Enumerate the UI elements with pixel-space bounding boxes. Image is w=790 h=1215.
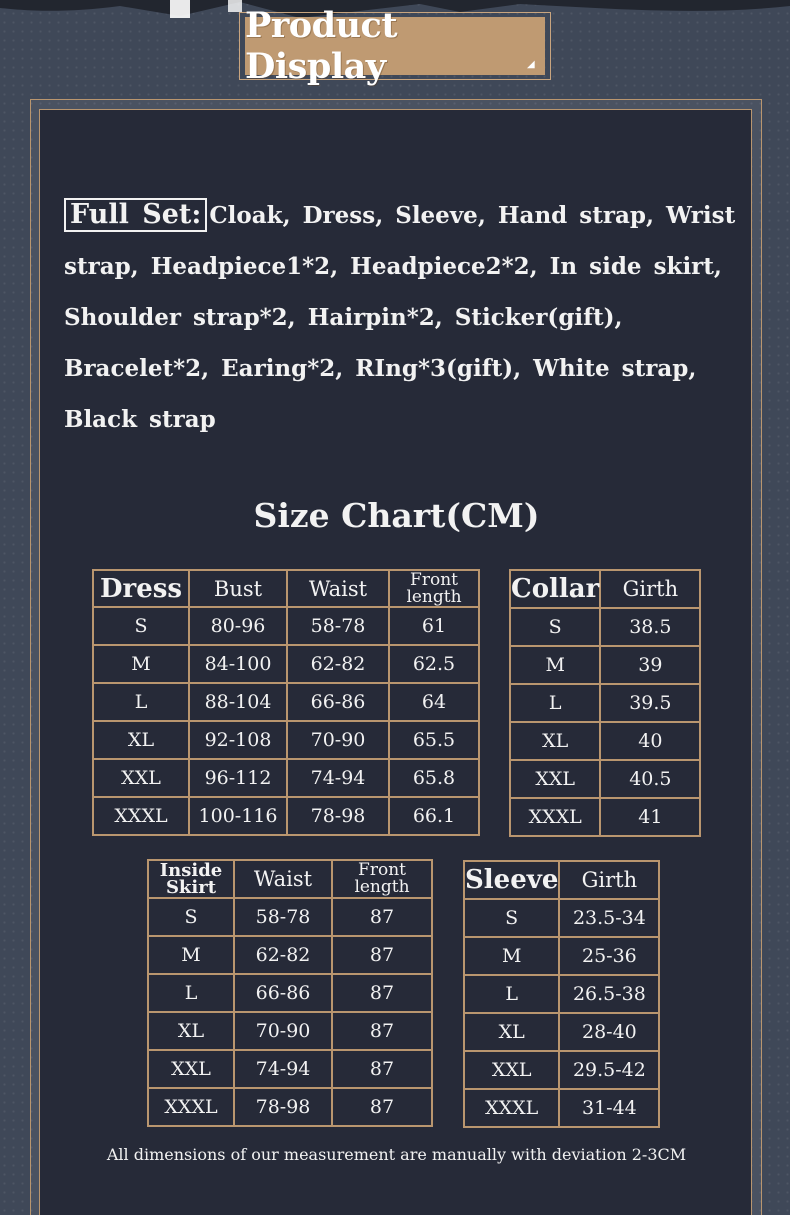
value-cell: 87 [332, 898, 432, 936]
table-row [148, 974, 432, 1012]
value-cell: 74-94 [234, 1050, 332, 1088]
table-row [464, 975, 659, 1013]
size-cell: XL [148, 1012, 234, 1050]
size-cell: XXXL [148, 1088, 234, 1126]
header-cell: Front length [332, 860, 432, 898]
table-header-row [93, 570, 479, 607]
full-set-items: Cloak, Dress, Sleeve, Hand strap, Wrist strap, Headpiece1*2, Headpiece2*2, In side skirt, Shoulder strap*2, Hairpin*2, Sticker(gift), Bracelet*2, Earing*2, RIng*3(gift), White strap, Black strap [64, 202, 736, 433]
value-cell: 96-112 [189, 759, 287, 797]
banner-corner-ornament: ◢ [527, 59, 535, 70]
value-cell: 74-94 [287, 759, 389, 797]
value-cell: 66-86 [287, 683, 389, 721]
size-cell: M [148, 936, 234, 974]
dress-size-table [92, 569, 480, 836]
table-row [464, 1089, 659, 1127]
table-row [510, 798, 700, 836]
table-row [464, 899, 659, 937]
value-cell: 65.8 [389, 759, 479, 797]
value-cell: 66-86 [234, 974, 332, 1012]
size-cell: XXL [464, 1051, 559, 1089]
size-cell: M [510, 646, 600, 684]
value-cell: 39.5 [600, 684, 700, 722]
value-cell: 87 [332, 974, 432, 1012]
value-cell: 62-82 [234, 936, 332, 974]
size-cell: L [148, 974, 234, 1012]
table-row [93, 797, 479, 835]
size-cell: S [148, 898, 234, 936]
value-cell: 62.5 [389, 645, 479, 683]
value-cell: 84-100 [189, 645, 287, 683]
table-row [464, 1051, 659, 1089]
size-cell: XL [464, 1013, 559, 1051]
value-cell: 87 [332, 936, 432, 974]
size-cell: XL [93, 721, 189, 759]
table-row [510, 684, 700, 722]
table-header-row [510, 570, 700, 608]
size-cell: XXXL [93, 797, 189, 835]
table-row [148, 1088, 432, 1126]
table-row [148, 1050, 432, 1088]
full-set-list [64, 190, 744, 445]
header-cell: Girth [600, 570, 700, 608]
table-header-row [464, 861, 659, 899]
table-row [148, 898, 432, 936]
value-cell: 78-98 [287, 797, 389, 835]
value-cell: 70-90 [287, 721, 389, 759]
size-cell: M [93, 645, 189, 683]
value-cell: 92-108 [189, 721, 287, 759]
value-cell: 61 [389, 607, 479, 645]
size-cell: L [93, 683, 189, 721]
size-cell: L [510, 684, 600, 722]
size-chart-title: Size Chart(CM) [253, 496, 540, 535]
value-cell: 87 [332, 1050, 432, 1088]
value-cell: 23.5-34 [559, 899, 659, 937]
table-row [93, 607, 479, 645]
header-cell: Waist [234, 860, 332, 898]
measurement-note: All dimensions of our measurement are manually with deviation 2-3CM [106, 1145, 687, 1164]
banner-title: Product Display [245, 5, 398, 87]
content-panel [39, 109, 752, 1215]
size-cell: S [464, 899, 559, 937]
table-row [93, 759, 479, 797]
header-cell: Dress [93, 570, 189, 607]
table-row [510, 608, 700, 646]
value-cell: 41 [600, 798, 700, 836]
inside-skirt-size-table [147, 859, 433, 1127]
table-row [464, 937, 659, 975]
sleeve-size-table [463, 860, 660, 1128]
table-header-row [148, 860, 432, 898]
collar-size-table [509, 569, 701, 837]
size-cell: XL [510, 722, 600, 760]
value-cell: 26.5-38 [559, 975, 659, 1013]
size-cell: S [93, 607, 189, 645]
size-cell: XXL [93, 759, 189, 797]
value-cell: 100-116 [189, 797, 287, 835]
header-cell: Front length [389, 570, 479, 607]
header-cell: Inside Skirt [148, 860, 234, 898]
table-row [510, 760, 700, 798]
size-cell: XXL [148, 1050, 234, 1088]
value-cell: 66.1 [389, 797, 479, 835]
value-cell: 62-82 [287, 645, 389, 683]
value-cell: 29.5-42 [559, 1051, 659, 1089]
value-cell: 28-40 [559, 1013, 659, 1051]
value-cell: 39 [600, 646, 700, 684]
value-cell: 87 [332, 1088, 432, 1126]
table-row [93, 721, 479, 759]
value-cell: 58-78 [234, 898, 332, 936]
value-cell: 38.5 [600, 608, 700, 646]
value-cell: 88-104 [189, 683, 287, 721]
full-set-label: Full Set: [64, 198, 207, 232]
value-cell: 25-36 [559, 937, 659, 975]
value-cell: 40 [600, 722, 700, 760]
product-display-banner [245, 5, 545, 87]
header-cell: Sleeve [464, 861, 559, 899]
size-cell: L [464, 975, 559, 1013]
table-row [93, 683, 479, 721]
header-cell: Bust [189, 570, 287, 607]
value-cell: 65.5 [389, 721, 479, 759]
value-cell: 40.5 [600, 760, 700, 798]
value-cell: 31-44 [559, 1089, 659, 1127]
table-row [510, 722, 700, 760]
value-cell: 78-98 [234, 1088, 332, 1126]
size-cell: XXL [510, 760, 600, 798]
value-cell: 64 [389, 683, 479, 721]
table-row [148, 936, 432, 974]
value-cell: 70-90 [234, 1012, 332, 1050]
value-cell: 80-96 [189, 607, 287, 645]
size-cell: XXXL [464, 1089, 559, 1127]
table-row [464, 1013, 659, 1051]
table-row [510, 646, 700, 684]
value-cell: 87 [332, 1012, 432, 1050]
table-row [93, 645, 479, 683]
size-cell: M [464, 937, 559, 975]
header-cell: Waist [287, 570, 389, 607]
size-cell: XXXL [510, 798, 600, 836]
value-cell: 58-78 [287, 607, 389, 645]
size-cell: S [510, 608, 600, 646]
table-row [148, 1012, 432, 1050]
header-cell: Collar [510, 570, 600, 608]
header-cell: Girth [559, 861, 659, 899]
